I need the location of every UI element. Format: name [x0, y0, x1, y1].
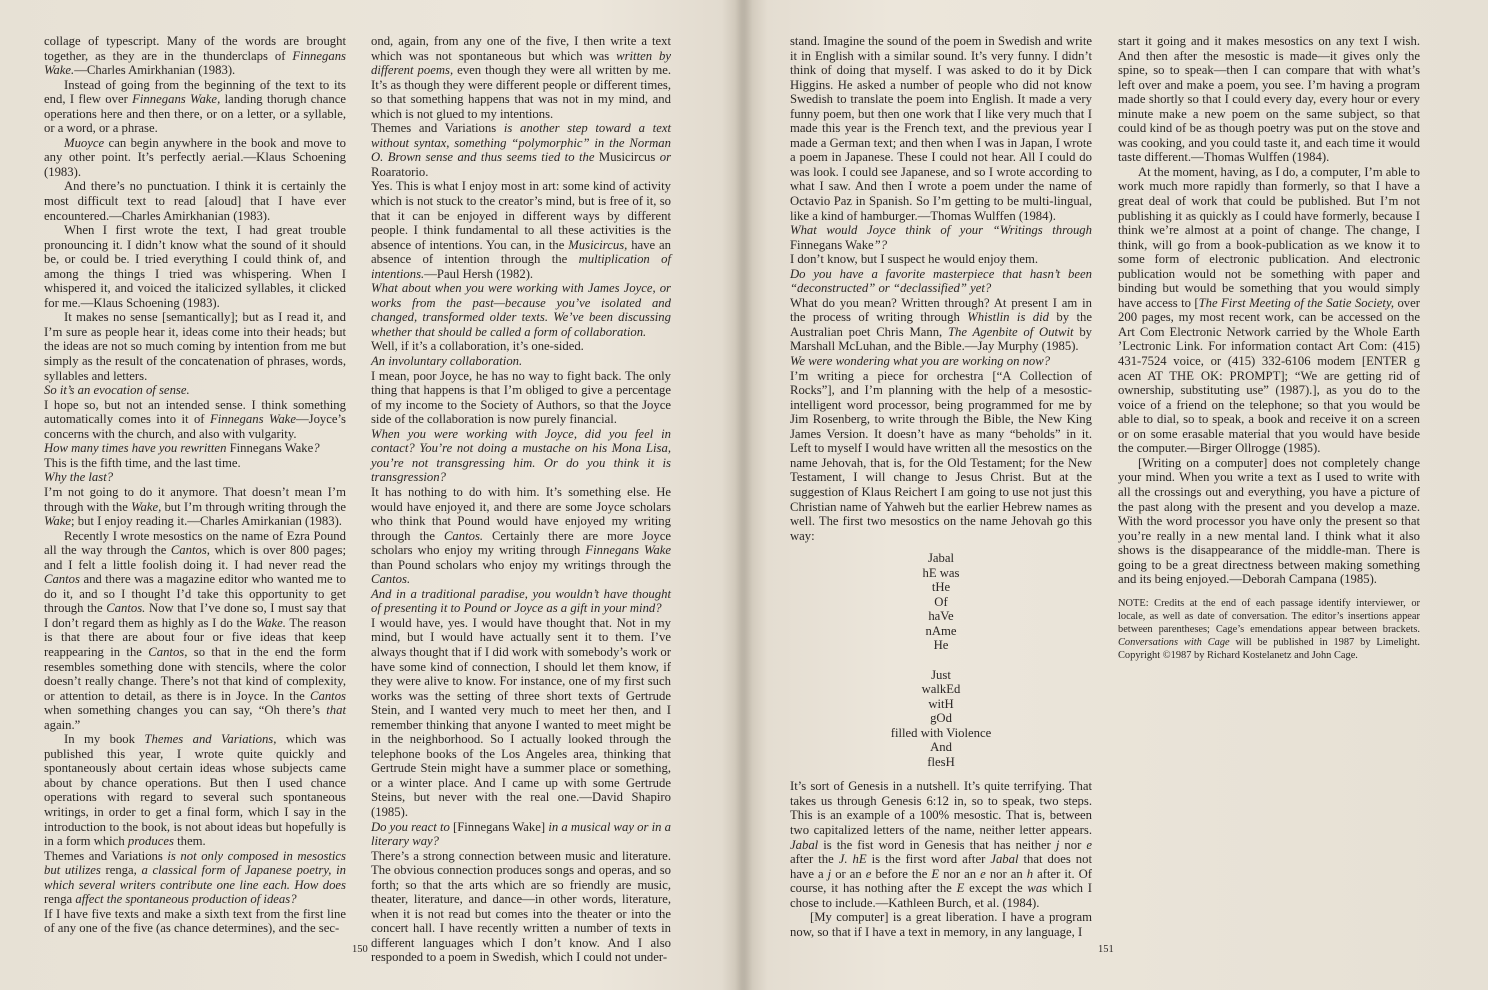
mesostic-line — [790, 653, 1092, 668]
paragraph: When you were working with Joyce, did you feel in contact? You’re not doing a mustache on his Mona Lisa, you’re not transgressing him. Or do you think it is transgression? — [371, 426, 671, 485]
paragraph: If I have five texts and make a sixth text from the first line of any one of the five (as chance determines), and the sec- — [44, 906, 346, 936]
mesostic-line: witH — [928, 696, 954, 711]
paragraph: What would Joyce think of your “Writings through Finnegans Wake”? — [790, 223, 1092, 252]
mesostic-line: flesH — [927, 754, 955, 769]
mesostic-line: gOd — [930, 711, 952, 726]
paragraph: What do you mean? Written through? At present I am in the process of writing through Whistlin is did by the Australian poet Chris Mann, The Agenbite of Outwit by Marshall McLuhan, and the Bible.—Jay Murphy (1985). — [790, 295, 1093, 354]
paragraph: Themes and Variations is not only composed in mesostics but utilizes renga, a classical form of Japanese poetry, in which several writers contribute one line each. How does renga affect the spontaneous production of ideas? — [44, 848, 346, 907]
right-page-column-1 — [790, 34, 1093, 939]
paragraph: I’m writing a piece for orchestra [“A Collection of Rocks”], and I’m planning with the help of a mesostic-intelligent word processor, being programmed for me by Jim Rosenberg, to write through the Bible, the New King James Version. It doesn’t have as many “beholds” in it. Left to myself I would have written all the mesostics on the name Jehovah, that is, for the Old Testament; for the New Testament, I will change to Jesus Christ. But at the suggestion of Klaus Reichert I am going to use not just this Christian name of Yahweh but the earlier Hebrew names as well. The first two mesostics on the name Jehovah go this way: — [790, 368, 1092, 543]
paragraph: I would have, yes. I would have thought that. Not in my mind, but I would have actually sent it to them. I’ve always thought that if I did work with somebody’s work or have some kind of connection, I should let them know, if they were alive to know. For instance, one of my first such works was the setting of three short texts of Gertrude Stein, and I wanted very much to meet her then, and I remember thinking that anyone I wanted to meet might be in the neighborhood. So I actually looked through the telephone books of the Los Angeles area, thinking that Gertrude Stein might have a summer place or something, or a winter place. And I came up with some Gertrude Steins, but never with the real one.—David Shapiro (1985). — [371, 615, 671, 819]
left-page-column-2 — [371, 34, 672, 965]
paragraph: Do you react to [Finnegans Wake] in a musical way or in a literary way? — [371, 819, 671, 849]
paragraph: It makes no sense [semantically]; but as I read it, and I’m sure as people hear it, ideas come into their heads; but the ideas are not so much coming by intention from me but simply as the result of the concatenation of phrases, words, syllables and letters. — [44, 310, 346, 383]
paragraph: An involuntary collaboration. — [371, 354, 523, 369]
paragraph: stand. Imagine the sound of the poem in Swedish and write it in English with a similar sound. It’s very funny. I didn’t think of doing that myself. I was asked to do it by Dick Higgins. He asked a number of people who did not know Swedish to translate the poem into English. It made a very funny poem, but then one work that I like very much that I made this year is the French text, and the previous year I made a German text; and then when I was in Japan, I wrote a poem in Japanese. These I could not hear. All I could do was look. I could see Japanese, and so I wrote according to what I saw. And then I wrote a poem under the name of Octavio Paz in Spanish. So I’m getting to be multi-lingual, like a kind of hamburger.—Thomas Wulffen (1984). — [790, 34, 1092, 223]
paragraph: I hope so, but not an intended sense. I think something automatically comes into it of Finnegans Wake—Joyce’s concerns with the church, and also with vulgarity. — [44, 397, 346, 441]
page-number-left: 150 — [352, 944, 368, 955]
mesostic-line: nAme — [925, 623, 957, 638]
mesostic-poem — [790, 551, 1092, 769]
paragraph: And in a traditional paradise, you wouldn’t have thought of presenting it to Pound or Joyce as a gift in your mind? — [371, 586, 671, 616]
paragraph: [Writing on a computer] does not completely change your mind. When you write a text as I used to write with all the crossings out and everything, you have a picture of the past along with the present and you develop a maze. With the word processor you have only the present so that you’re really in a new mental land. I think what it also shows is the disappearance of the middle-man. There is going to be a great directness between making something and its being enjoyed.—Deborah Campana (1985). — [1118, 455, 1420, 587]
mesostic-line: hE was — [922, 565, 960, 580]
paragraph: There’s a strong connection between music and literature. The obvious connection produces songs and operas, and so forth; so that the arts which are so friendly are music, theater, literature, and dance—in other words, literature, when it is not read but comes into the theater or into the concert hall. I have recently written a number of texts in different languages which I don’t know. And I also responded to a poem in Swedish, which I could not under- — [371, 848, 671, 965]
right-page-column-2 — [1118, 34, 1420, 934]
paragraph: We were wondering what you are working on now? — [790, 354, 1051, 369]
paragraph: Do you have a favorite masterpiece that hasn’t been “deconstructed” or “declassified” yet? — [790, 266, 1092, 296]
paragraph: start it going and it makes mesostics on any text I wish. And then after the mesostic is made—it gives only the spine, so to speak—then I can compare that with what’s left over and make a poem, you see. I’m having a program made shortly so that I could every day, every hour or every minute make a new poem on the same subject, so that could kind of be as though poetry was put on the stove and was cooking, and you could taste it, and each time it would taste different.—Thomas Wulffen (1984). — [1118, 34, 1420, 165]
page-number-right: 151 — [1098, 944, 1114, 955]
paragraph: What about when you were working with James Joyce, or works from the past—because you’ve isolated and changed, transformed older texts. We’ve been discussing whether that should be called a form of collaboration. — [371, 281, 671, 339]
paragraph: [My computer] is a great liberation. I have a program now, so that if I have a text in memory, in any language, I — [790, 910, 1092, 939]
paragraph: And there’s no punctuation. I think it is certainly the most difficult text to read [aloud] that I have ever encountered.—Charles Amirkhanian (1983). — [44, 179, 346, 223]
paragraph: This is the fifth time, and the last time. — [44, 455, 241, 470]
paragraph: In my book Themes and Variations, which was published this year, I wrote quite quickly and spontaneously about certain ideas whose subjects came about by chance operations. But then I used chance operations with regard to several such spontaneous writings, in order to get a final form, which I say in the introduction to the book, is not about ideas but hopefully is in a form which produces them. — [44, 732, 346, 849]
mesostic-line: filled with Violence — [890, 725, 992, 740]
mesostic-line: walkEd — [921, 682, 961, 697]
paragraph: Yes. This is what I enjoy most in art: some kind of activity which is not stuck to the creator’s mind, but is free of it, so that it can be enjoyed in different ways by different people. I think fundamental to all these activities is the absence of intentions. You can, in the Musicircus, have an absence of intention through the multiplication of intentions.—Paul Hersh (1982). — [371, 179, 671, 281]
paragraph: At the moment, having, as I do, a computer, I’m able to work much more rapidly than formerly, so that I have a great deal of work that could be published. But I’m not publishing it as quickly as I could have formerly, because I think we’re almost at a point of change. The change, I think, will go from a book-publication as we know it to some form of electronic publication. And electronic publication would not be something with paper and binding but would be something that you would simply have access to [The First Meeting of the Satie Society, over 200 pages, my most recent work, can be accessed on the Art Com Electronic Network carried by the Whole Earth ’Lectronic Link. For information contact Art Com: (415) 431-7524 voice, or (415) 332-6106 modem [ENTER g acen AT THE OK: PROMPT]; “We are getting rid of ownership, substituting use” (1987).], as you do to the voice of a friend on the telephone; so that you would be able to dial, so to speak, a book and receive it on a screen or on some erasable material that you would have beside the computer.—Birger Ollrogge (1985). — [1118, 164, 1420, 456]
paragraph: ond, again, from any one of the five, I then write a text which was not spontaneous but which was written by different poems, even though they were all written by me. It’s as though they were different people or different times, so that something happens that was not in my mind, and which is not glued to my intentions. — [371, 34, 672, 121]
book-gutter — [735, 0, 753, 990]
paragraph: How many times have you rewritten Finnegans Wake? — [44, 441, 320, 456]
paragraph: Why the last? — [44, 470, 114, 485]
paragraph: I don’t know, but I suspect he would enjoy them. — [790, 252, 1039, 267]
paragraph: Instead of going from the beginning of the text to its end, I flew over Finnegans Wake, landing thorugh chance operations here and then there, or on a letter, or a syllable, or a word, or a phrase. — [44, 77, 346, 136]
mesostic-line: He — [933, 638, 949, 653]
mesostic-line: haVe — [928, 609, 954, 624]
mesostic-line: Of — [934, 594, 948, 609]
paragraph: It’s sort of Genesis in a nutshell. It’s quite terrifying. That takes us through Genesis 6:12 in, so to speak, two steps. This is an example of a 100% mesostic. That is, between two capitalized letters of the name, neither letter appears. Jabal is the fist word in Genesis that has neither j nor e after the J. hE is the first word after Jabal that does not have a j or an e before the E nor an e nor an h after it. Of course, it has nothing after the E except the was which I chose to include.—Kathleen Burch, et al. (1984). — [790, 779, 1093, 910]
paragraph: I mean, poor Joyce, he has no way to fight back. The only thing that happens is that I’m obliged to give a percentage of my income to the Society of Authors, so that the Joyce side of the collaboration is now purely financial. — [371, 368, 671, 427]
mesostic-line: Jabal — [927, 551, 955, 566]
left-page-column-1 — [44, 34, 346, 934]
mesostic-line: tHe — [931, 580, 951, 595]
mesostic-line: Just — [931, 667, 951, 682]
paragraph: Themes and Variations is another step toward a text without syntax, something “polymorphic” in the Norman O. Brown sense and thus seems tied to the Musicircus or Roaratorio. — [371, 121, 672, 179]
paragraph: When I first wrote the text, I had great trouble pronouncing it. I didn’t know what the sound of it should be, or could be. I tried everything I could think of, and among the things I tried was whispering. When I whispered it, and voiced the italicized syllables, it clicked for me.—Klaus Schoening (1983). — [44, 223, 346, 310]
footnote: NOTE: Credits at the end of each passage identify interviewer, or locale, as well as date of conversation. The editor’s insertions appear between parentheses; Cage’s emendations appear between brackets. Conversations with Cage will be published in 1987 by Limelight. Copyright ©1987 by Richard Kostelanetz and John Cage. — [1118, 597, 1420, 661]
paragraph: Recently I wrote mesostics on the name of Ezra Pound all the way through the Cantos, which is over 800 pages; and I felt a little foolish doing it. I had never read the Cantos and there was a magazine editor who wanted me to do it, and so I thought I’d take this opportunity to get through the Cantos. Now that I’ve done so, I must say that I don’t regard them as highly as I do the Wake. The reason is that there are about four or five ideas that keep reappearing in the Cantos, so that in the end the form resembles something done with stencils, where the color doesn’t really change. There’s not that kind of complexity, or attention to detail, as there is in Joyce. In the Cantos when something changes you can say, “Oh there’s that again.” — [44, 528, 346, 732]
paragraph: So it’s an evocation of sense. — [44, 383, 190, 398]
mesostic-line: And — [930, 740, 952, 755]
paragraph: It has nothing to do with him. It’s something else. He would have enjoyed it, and there are some Joyce scholars who think that Pound would have enjoyed my writing through the Cantos. Certainly there are more Joyce scholars who enjoy my writing through Finnegans Wake than Pound scholars who enjoy my writings through the Cantos. — [371, 484, 671, 587]
paragraph: collage of typescript. Many of the words are brought together, as they are in the thunderclaps of Finnegans Wake.—Charles Amirkhanian (1983). — [44, 34, 346, 78]
paragraph: I’m not going to do it anymore. That doesn’t mean I’m through with the Wake, but I’m through writing through the Wake; but I enjoy reading it.—Charles Amirkanian (1983). — [44, 484, 346, 529]
paragraph: Muoyce can begin anywhere in the book and move to any other point. It’s perfectly aerial.—Klaus Schoening (1983). — [44, 135, 346, 179]
paragraph: Well, if it’s a collaboration, it’s one-sided. — [371, 339, 584, 354]
